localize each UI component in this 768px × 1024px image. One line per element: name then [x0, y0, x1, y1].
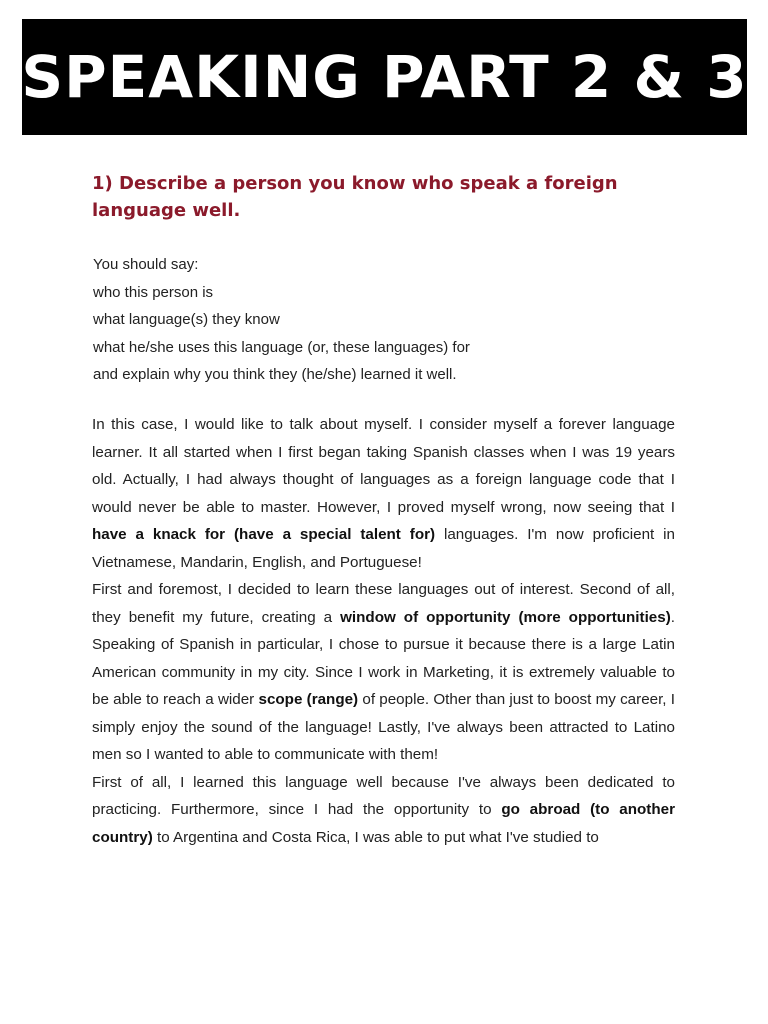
cue-intro: You should say:	[93, 256, 199, 273]
answer-text: to Argentina and Costa Rica, I was able to put what I've studied to	[152, 828, 599, 846]
answer-text: In this case, I would like to talk about myself. I consider myself a forever language learner. It all started when I first began taking Spanish classes when I was 19 years old. Actually, I had always thought of languages as a foreign language code that I would never be able to master. However, I proved myself wrong, now seeing that I	[92, 416, 675, 516]
question-heading: 1) Describe a person you know who speak a foreign language well.	[92, 173, 618, 221]
answer-paragraph-2	[92, 576, 675, 769]
vocab-highlight: window of opportunity (more opportunities)	[340, 608, 671, 626]
vocab-highlight: scope (range)	[258, 691, 359, 708]
cue-point: who this person is	[93, 283, 214, 301]
cue-point: what he/she uses this language (or, these languages) for	[93, 338, 470, 356]
title-banner	[22, 19, 747, 135]
page-title: SPEAKING PART 2 & 3	[21, 43, 748, 111]
answer-text: of people. Other than just to boost my career, I simply enjoy the sound of the language! Lastly, I've always been attracted to Latino men so I wanted to able to communicate with them!	[92, 691, 675, 763]
cue-point: and explain why you think they (he/she) learned it well.	[93, 366, 457, 383]
answer-text: First and foremost, I decided to learn these languages out of interest. Second of all, they benefit my future, creating a	[92, 581, 675, 626]
vocab-highlight: go abroad (to another country)	[92, 801, 675, 846]
answer-paragraph-1	[92, 411, 675, 576]
answer-text: languages. I'm now proficient in Vietnamese, Mandarin, English, and Portuguese!	[92, 526, 675, 571]
cue-card	[93, 251, 653, 389]
sample-answer	[92, 411, 675, 851]
answer-paragraph-3	[92, 769, 675, 852]
vocab-highlight: have a knack for (have a special talent for)	[92, 526, 436, 543]
answer-text: . Speaking of Spanish in particular, I chose to pursue it because there is a large Latin American community in my city. Since I work in Marketing, it is extremely valuable to be able to reach a wider	[92, 608, 675, 708]
answer-text: First of all, I learned this language well because I've always been dedicated to practicing. Furthermore, since I had the opportunity to	[92, 773, 675, 818]
cue-point: what language(s) they know	[93, 311, 280, 328]
